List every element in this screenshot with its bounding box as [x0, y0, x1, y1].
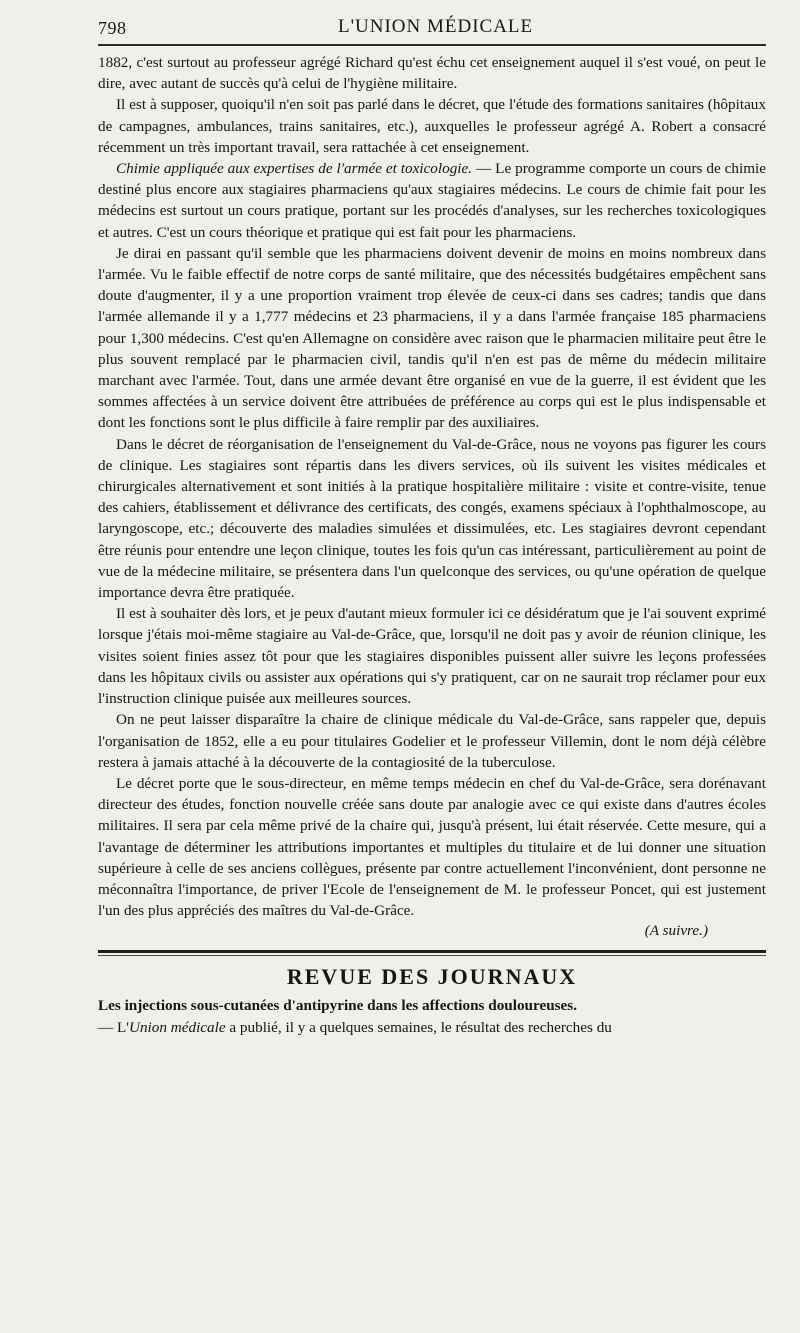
section-divider-thick: [98, 950, 766, 953]
paragraph-6: Il est à souhaiter dès lors, et je peux d'autant mieux formuler ici ce désidératum que je l'ai souvent exprimé lorsque j'étais moi-même stagiaire au Val-de-Grâce, que, lorsqu'il ne doit pas y avoir de réunion clinique, les visites soient finies assez tôt pour que les stagiaires disponibles puissent aller suivre les leçons professées dans les hôpitaux civils ou assister aux opérations qui s'y pratiquent, car on ne saurait trop réclamer pour eux l'instruction clinique puisée aux meilleures sources.: [98, 605, 766, 708]
paragraph-2: Il est à supposer, quoiqu'il n'en soit pas parlé dans le décret, que l'étude des formations sanitaires (hôpitaux de campagnes, ambulances, trains sanitaires, etc.), auxquelles le professeur agrégé A. Robert a consacré récemment un très important travail, sera rattachée à cet enseignement.: [98, 96, 766, 156]
paragraph-7: On ne peut laisser disparaître la chaire de clinique médicale du Val-de-Grâce, sans rappeler que, depuis l'organisation de 1852, elle a eu pour titulaires Godelier et le professeur Villemin, dont le nom déjà célèbre restera à jamais attaché à la découverte de la contagiosité de la tuberculose.: [98, 711, 766, 771]
paragraph-3-heading: Chimie appliquée aux expertises de l'armée et toxicologie.: [116, 160, 473, 178]
article-intro-text: a publié, il y a quelques semaines, le résultat des recherches du: [225, 1018, 612, 1036]
paragraph-5: Dans le décret de réorganisation de l'enseignement du Val-de-Grâce, nous ne voyons pas figurer les cours de clinique. Les stagiaires sont répartis dans les divers services, où ils suivent les visites médicales et chirurgicales alternativement et sont initiés à la pratique hospitalière militaire : visite et contre-visite, tenue des cahiers, établissement et délivrance des certificats, des congés, examens spéciaux à l'ophthalmoscope, au laryngoscope, etc.; découverte des maladies simulées et dissimulées, etc. Les stagiaires devront cependant être réunis pour entendre une leçon clinique, toutes les fois qu'un cas intéressant, particulièrement au point de vue de la médecine militaire, se présentera dans l'un quelconque des services, ou qu'une opération de quelque importance devra être pratiquée.: [98, 435, 766, 602]
paragraph-1: 1882, c'est surtout au professeur agrégé Richard qu'est échu cet enseignement auquel il s'est voué, on peut le dire, avec autant de succès qu'à celui de l'hygiène militaire.: [98, 54, 766, 93]
page-header: [98, 14, 766, 44]
article-intro: [98, 1018, 766, 1038]
article-body-text: [98, 52, 766, 942]
page-number: 798: [98, 18, 127, 38]
article-intro-dash: — L': [98, 1018, 129, 1036]
running-title: L'UNION MÉDICALE: [338, 16, 534, 37]
paragraph-8: Le décret porte que le sous-directeur, en même temps médecin en chef du Val-de-Grâce, sera dorénavant directeur des études, fonction nouvelle créée sans doute par analogie avec ce qui existe dans d'autres écoles militaires. Il sera par cela même privé de la chaire qui, jusqu'à présent, lui était réservée. Cette mesure, qui a l'avantage de déterminer les attributions importantes et multiples du titulaire et de lui donner une situation supérieure à celle de ses anciens collègues, présente par contre actuellement l'inconvénient, dont personne ne méconnaîtra l'importance, de priver l'Ecole de l'enseignement de M. le professeur Poncet, qui est justement l'un des plus appréciés des maîtres du Val-de-Grâce.: [98, 774, 766, 920]
section-divider-thin: [98, 955, 766, 956]
continuation-note: (A suivre.): [644, 922, 708, 940]
article-title: Les injections sous-cutanées d'antipyrine dans les affections douloureuses.: [98, 996, 578, 1014]
paragraph-3-text: — Le programme comporte un cours de chimie destiné plus encore aux stagiaires pharmaciens qu'aux stagiaires médecins. Le cours de chimie fait pour les médecins est surtout un cours pratique, portant sur les procédés d'analyses, sur les recherches toxicologiques et autres. C'est un cours théorique et pratique qui est fait pour les pharmaciens.: [98, 160, 766, 241]
paragraph-3: [98, 158, 766, 243]
header-rule: [98, 44, 766, 46]
section-title: REVUE DES JOURNAUX: [286, 963, 578, 989]
paragraph-4: Je dirai en passant qu'il semble que les pharmaciens doivent devenir de moins en moins nombreux dans l'armée. Vu le faible effectif de notre corps de santé militaire, que des nécessités budgétaires empêchent sans doute d'augmenter, il y a une proportion vraiment trop élevée de ceux-ci dans ses cadres; tandis que dans l'armée allemande il y a 1,777 médecins et 23 pharmaciens, il y a dans l'armée française 185 pharmaciens pour 1,300 médecins. C'est qu'en Allemagne on considère avec raison que le pharmacien militaire peut être le plus souvent remplacé par le pharmacien civil, tandis qu'il n'en est pas de même du médecin militaire marchant avec l'armée. Tout, dans une armée devant être organisé en vue de la guerre, il est évident que les sommes affectées à un service doivent être attribuées de préférence au corps qui est le plus indispensable et dont les fonctions sont le plus difficile à faire remplir par des auxiliaires.: [98, 244, 766, 432]
journal-name: Union médicale: [129, 1018, 226, 1036]
